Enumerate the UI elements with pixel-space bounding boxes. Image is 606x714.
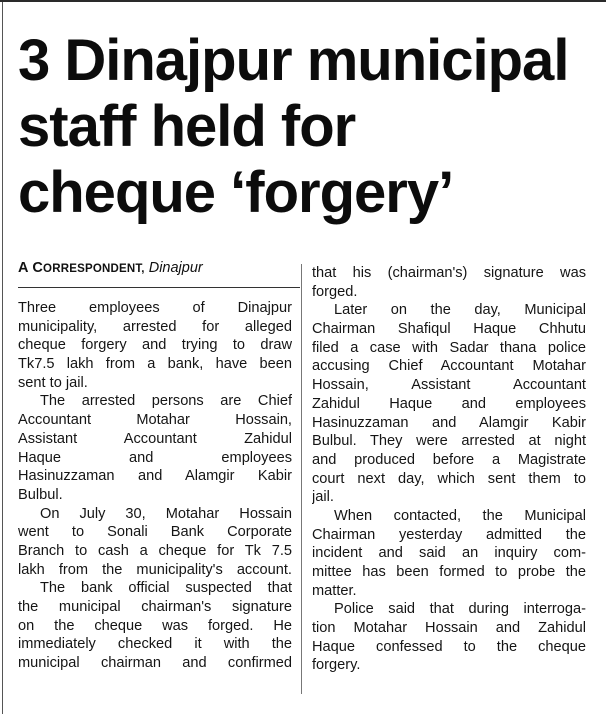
text-line: Accountant Motahar Hossain, [18, 412, 292, 429]
text-line: forged. [312, 283, 358, 300]
text-line: incident and said an inquiry com- [312, 545, 586, 562]
headline-line: cheque ‘forgery’ [18, 160, 454, 225]
text-line: Chairman Shafiqul Haque Chhutu [312, 321, 586, 338]
headline-line: 3 Dinajpur municipal [18, 28, 569, 93]
byline-divider [18, 287, 300, 288]
column-divider [301, 264, 302, 694]
text-line: cheque forgery and trying to draw [18, 337, 292, 354]
text-line: the municipal chairman's signature [18, 599, 292, 615]
text-line: Police said that during interroga- [334, 601, 586, 618]
text-line: court next day, which sent them to [312, 470, 586, 487]
text-line: The arrested persons are Chief [40, 393, 292, 410]
text-line: jail. [312, 489, 334, 506]
text-line: The bank official suspected that [40, 580, 292, 597]
text-line: sent to jail. [18, 374, 88, 391]
text-line: municipality, arrested for alleged [18, 318, 292, 335]
text-line: accusing Chief Accountant Motahar [312, 358, 586, 375]
text-line: that his (chairman's) signature was [312, 265, 586, 281]
byline-author [18, 260, 145, 276]
article-column-right [312, 264, 586, 675]
headline-line: staff held for [18, 94, 356, 159]
text-line: Hasinuzzaman and Alamgir Kabir [312, 414, 586, 431]
text-line: When contacted, the Municipal [334, 507, 586, 524]
text-line: On July 30, Motahar Hossain [40, 505, 292, 522]
text-line: Hossain, Assistant Accountant [312, 377, 586, 394]
text-line: immediately checked it with the [18, 636, 292, 653]
text-line: lakh from the municipality's account. [18, 561, 292, 578]
byline-location: Dinajpur [148, 260, 203, 276]
text-line: went to Sonali Bank Corporate [18, 524, 292, 541]
text-line: and produced before a Magistrate [312, 451, 586, 468]
text-line: forgery. [312, 657, 361, 674]
text-line: Chairman yesterday admitted the [312, 526, 586, 543]
byline-smallcaps: ORRESPONDENT, [43, 263, 145, 275]
text-line: Assistant Accountant Zahidul [18, 430, 292, 447]
text-line: Hasinuzzaman and Alamgir Kabir [18, 468, 292, 485]
byline [18, 260, 300, 276]
text-line: Zahidul Haque and employees [312, 395, 586, 412]
text-line: tion Motahar Hossain and Zahidul [312, 620, 586, 637]
text-line: Bulbul. [18, 486, 63, 503]
text-line: Haque and employees [18, 449, 292, 466]
article-column-left [18, 299, 292, 673]
byline-initial: C [32, 260, 44, 276]
text-line: Later on the day, Municipal [334, 302, 586, 319]
text-line: Three employees of Dinajpur [18, 300, 292, 316]
text-line: on the cheque was forged. He [18, 617, 292, 634]
text-line: municipal chairman and confirmed [18, 655, 292, 672]
byline-article: A [18, 260, 33, 276]
text-line: mittee has been formed to probe the [312, 564, 586, 580]
text-line: Branch to cash a cheque for Tk 7.5 [18, 542, 292, 559]
text-line: filed a case with Sadar thana police [312, 339, 586, 356]
text-line: Tk7.5 lakh from a bank, have been [18, 356, 292, 373]
text-line: Haque confessed to the cheque [312, 638, 586, 655]
text-line: matter. [312, 582, 357, 599]
headline [18, 28, 598, 226]
text-line: Bulbul. They were arrested at night [312, 433, 586, 450]
clipping-edge-rule [2, 2, 3, 714]
